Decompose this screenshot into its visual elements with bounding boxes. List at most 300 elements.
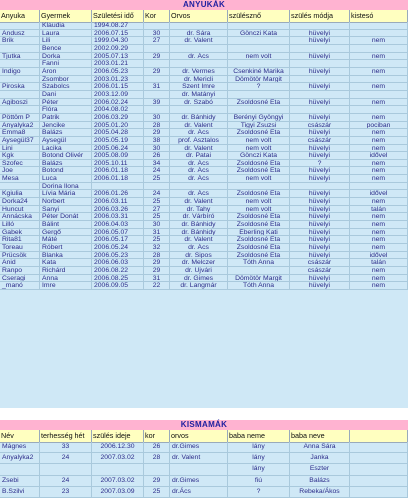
table-cell[interactable]: 2006.01.18 — [92, 175, 144, 182]
table-cell[interactable]: 2006.02.24 — [92, 99, 144, 106]
table-cell[interactable]: Rebeka/Ákos — [290, 487, 350, 497]
table-cell[interactable]: 2005.06.24 — [92, 145, 144, 152]
table-cell[interactable]: 2006.08.22 — [92, 267, 144, 274]
table-cell[interactable]: Fanni — [40, 60, 92, 67]
table-cell[interactable]: dr. Ács — [170, 244, 228, 251]
table-cell[interactable] — [144, 60, 170, 67]
table-cell[interactable]: lány — [228, 442, 290, 452]
table-cell[interactable]: nem — [350, 221, 408, 228]
table-cell[interactable] — [350, 30, 408, 37]
table-cell[interactable]: nem — [350, 37, 408, 44]
table-cell[interactable]: 27 — [144, 206, 170, 213]
table-cell[interactable] — [0, 183, 40, 190]
table-cell[interactable]: 2007.03.09 — [92, 487, 144, 497]
table-cell[interactable]: 2005.10.11 — [92, 160, 144, 167]
table-cell[interactable]: dr. Bánhidy — [170, 114, 228, 121]
table-cell[interactable]: Balázs — [40, 129, 92, 136]
table-cell[interactable]: 1999.04.30 — [92, 37, 144, 44]
table-cell[interactable]: 28 — [144, 252, 170, 259]
table-cell[interactable]: 26 — [144, 442, 170, 452]
table-cell[interactable] — [144, 22, 170, 29]
table-cell[interactable]: fiú — [228, 476, 290, 486]
table-cell[interactable]: 2006.05.07 — [92, 229, 144, 236]
table-cell[interactable] — [290, 91, 350, 98]
table-cell[interactable] — [350, 91, 408, 98]
table-cell[interactable]: Cseragi — [0, 275, 40, 282]
table-cell[interactable]: Zsoldosné Eta — [228, 160, 290, 167]
table-cell[interactable]: Anyalyka2 — [0, 453, 40, 463]
table-cell[interactable]: nem — [350, 282, 408, 289]
table-cell[interactable]: dr. Bánhidy — [170, 229, 228, 236]
table-cell[interactable]: hüvelyi — [290, 282, 350, 289]
table-cell[interactable]: Ágiboszi — [0, 99, 40, 106]
table-cell[interactable] — [290, 22, 350, 29]
table-cell[interactable]: 2006.03.31 — [92, 213, 144, 220]
table-cell[interactable]: nem — [350, 114, 408, 121]
table-cell[interactable]: nem — [350, 83, 408, 90]
table-cell[interactable]: ? — [228, 487, 290, 497]
table-cell[interactable]: dr. Ács — [170, 190, 228, 197]
table-cell[interactable]: Péter — [40, 99, 92, 106]
table-cell[interactable]: császár — [290, 122, 350, 129]
table-cell[interactable]: Aysegül37 — [0, 137, 40, 144]
table-cell[interactable] — [350, 76, 408, 83]
table-cell[interactable]: hüvelyi — [290, 152, 350, 159]
table-cell[interactable]: Zsoldosné Eta — [228, 190, 290, 197]
table-cell[interactable]: 29 — [144, 53, 170, 60]
table-cell[interactable]: 26 — [144, 152, 170, 159]
table-cell[interactable]: császár — [290, 137, 350, 144]
table-cell[interactable]: hüvelyi — [290, 167, 350, 174]
table-cell[interactable]: hüvelyi — [290, 252, 350, 259]
table-cell[interactable]: talán — [350, 259, 408, 266]
table-cell[interactable]: 2006.07.15 — [92, 30, 144, 37]
table-cell[interactable] — [92, 464, 144, 474]
table-cell[interactable]: Huncut — [0, 206, 40, 213]
table-cell[interactable]: hüvelyi — [290, 129, 350, 136]
table-cell[interactable]: 31 — [144, 275, 170, 282]
table-cell[interactable]: császár — [290, 259, 350, 266]
table-cell[interactable]: Kgiulia — [0, 190, 40, 197]
table-cell[interactable] — [170, 60, 228, 67]
table-cell[interactable]: Szent Imre — [170, 83, 228, 90]
table-cell[interactable]: Emma8 — [0, 129, 40, 136]
table-cell[interactable]: Lívia Mária — [40, 190, 92, 197]
table-cell[interactable]: hüvelyi — [290, 53, 350, 60]
table-cell[interactable]: Joe — [0, 167, 40, 174]
table-cell[interactable]: nem — [350, 68, 408, 75]
table-cell[interactable]: Tóth Anna — [228, 282, 290, 289]
table-cell[interactable]: idővel — [350, 152, 408, 159]
table-cell[interactable]: Zsoldosné Eta — [228, 244, 290, 251]
table-cell[interactable]: 2007.03.02 — [92, 476, 144, 486]
table-cell[interactable]: dr. Ács — [170, 175, 228, 182]
table-cell[interactable]: császár — [290, 267, 350, 274]
table-cell[interactable]: 2003.01.23 — [92, 76, 144, 83]
table-cell[interactable]: Luca — [40, 175, 92, 182]
table-cell[interactable]: Kgk — [0, 152, 40, 159]
table-cell[interactable]: nem volt — [228, 137, 290, 144]
table-cell[interactable]: Patrik — [40, 114, 92, 121]
table-cell[interactable]: dr. Vermes — [170, 68, 228, 75]
table-cell[interactable]: 2006.05.23 — [92, 68, 144, 75]
table-cell[interactable]: Zsoldosné Eta — [228, 252, 290, 259]
table-cell[interactable]: 38 — [144, 137, 170, 144]
table-cell[interactable] — [0, 76, 40, 83]
table-cell[interactable]: ? — [228, 83, 290, 90]
table-cell[interactable]: Csenkiné Marika — [228, 68, 290, 75]
table-cell[interactable]: nem — [350, 137, 408, 144]
table-cell[interactable]: hüvelyi — [290, 37, 350, 44]
table-cell[interactable]: 2003.12.09 — [92, 91, 144, 98]
table-cell[interactable]: Anna Sára — [290, 442, 350, 452]
table-cell[interactable]: Dömötör Margit — [228, 275, 290, 282]
table-cell[interactable]: 24 — [144, 167, 170, 174]
table-cell[interactable]: Janka — [290, 453, 350, 463]
table-cell[interactable]: Zsoldosné Eta — [228, 221, 290, 228]
table-cell[interactable]: Kata — [40, 259, 92, 266]
table-cell[interactable]: Lilló — [0, 221, 40, 228]
table-cell[interactable]: hüvelyi — [290, 244, 350, 251]
table-cell[interactable]: hüvelyi — [290, 275, 350, 282]
table-cell[interactable] — [170, 106, 228, 113]
table-cell[interactable]: 2006.05.24 — [92, 244, 144, 251]
table-cell[interactable] — [0, 45, 40, 52]
table-cell[interactable]: 2005.01.20 — [92, 122, 144, 129]
table-cell[interactable]: dr. Sipos — [170, 252, 228, 259]
table-cell[interactable] — [170, 464, 228, 474]
table-cell[interactable]: 24 — [40, 476, 92, 486]
table-cell[interactable]: Zsoldosné Eta — [228, 99, 290, 106]
table-cell[interactable]: _manó — [0, 282, 40, 289]
table-cell[interactable]: Zsebi — [0, 476, 40, 486]
table-cell[interactable] — [350, 453, 408, 463]
table-cell[interactable]: dr. Valent — [170, 453, 228, 463]
table-cell[interactable] — [144, 464, 170, 474]
table-cell[interactable]: Dorina Ilona — [40, 183, 92, 190]
table-cell[interactable]: 2006.04.03 — [92, 221, 144, 228]
table-cell[interactable]: Flóra — [40, 106, 92, 113]
table-cell[interactable]: Balázs — [290, 476, 350, 486]
table-cell[interactable]: 2006.09.05 — [92, 282, 144, 289]
table-cell[interactable]: 29 — [144, 68, 170, 75]
table-cell[interactable]: Lini — [0, 145, 40, 152]
table-cell[interactable]: nem — [350, 167, 408, 174]
table-cell[interactable]: Tóth Anna — [228, 259, 290, 266]
table-cell[interactable]: nem volt — [228, 175, 290, 182]
table-cell[interactable]: dr. Tahy — [170, 206, 228, 213]
table-cell[interactable]: dr. Gimes — [170, 275, 228, 282]
table-cell[interactable]: Zsoldosné Eta — [228, 236, 290, 243]
table-cell[interactable]: Prücsök — [0, 252, 40, 259]
table-cell[interactable]: Toreau — [0, 244, 40, 251]
table-cell[interactable]: nem — [350, 267, 408, 274]
table-cell[interactable]: Rita81 — [0, 236, 40, 243]
table-cell[interactable]: 24 — [144, 190, 170, 197]
table-cell[interactable]: 30 — [144, 30, 170, 37]
table-cell[interactable]: hüvelyi — [290, 213, 350, 220]
table-cell[interactable]: lány — [228, 453, 290, 463]
table-cell[interactable]: Mágnes — [0, 442, 40, 452]
table-cell[interactable]: 28 — [144, 122, 170, 129]
table-cell[interactable]: dr. Sára — [170, 30, 228, 37]
table-cell[interactable]: nem — [350, 244, 408, 251]
table-cell[interactable]: 2006.05.23 — [92, 252, 144, 259]
table-cell[interactable]: dr.Ács — [170, 487, 228, 497]
table-cell[interactable]: 2005.04.28 — [92, 129, 144, 136]
table-cell[interactable]: 2004.08.02 — [92, 106, 144, 113]
table-cell[interactable]: 25 — [144, 487, 170, 497]
table-cell[interactable] — [228, 60, 290, 67]
table-cell[interactable] — [144, 76, 170, 83]
table-cell[interactable]: Pöttöm P — [0, 114, 40, 121]
table-cell[interactable]: Dorka — [40, 53, 92, 60]
table-cell[interactable]: nem — [350, 198, 408, 205]
table-cell[interactable] — [350, 487, 408, 497]
table-cell[interactable]: Botond — [40, 167, 92, 174]
table-cell[interactable]: 2006.03.11 — [92, 198, 144, 205]
table-cell[interactable]: 30 — [144, 145, 170, 152]
table-cell[interactable]: 29 — [144, 476, 170, 486]
table-cell[interactable] — [350, 476, 408, 486]
table-cell[interactable]: 2007.03.02 — [92, 453, 144, 463]
table-cell[interactable]: 29 — [144, 259, 170, 266]
table-cell[interactable]: Ranpo — [0, 267, 40, 274]
table-cell[interactable]: 2006.01.26 — [92, 190, 144, 197]
table-cell[interactable] — [350, 22, 408, 29]
table-cell[interactable]: Péter Donát — [40, 213, 92, 220]
table-cell[interactable] — [0, 60, 40, 67]
table-cell[interactable]: Anid — [0, 259, 40, 266]
table-cell[interactable]: 30 — [144, 221, 170, 228]
table-cell[interactable]: 2006.12.30 — [92, 442, 144, 452]
table-cell[interactable] — [350, 464, 408, 474]
table-cell[interactable]: nem — [350, 145, 408, 152]
table-cell[interactable] — [144, 45, 170, 52]
table-cell[interactable]: Blanka — [40, 252, 92, 259]
table-cell[interactable]: 2005.05.19 — [92, 137, 144, 144]
table-cell[interactable]: 22 — [144, 282, 170, 289]
table-cell[interactable]: dr. Mericli — [170, 76, 228, 83]
table-cell[interactable]: hüvelyi — [290, 145, 350, 152]
table-cell[interactable]: Brik — [0, 37, 40, 44]
table-cell[interactable]: nem — [350, 275, 408, 282]
table-cell[interactable] — [170, 45, 228, 52]
table-cell[interactable]: Norbert — [40, 198, 92, 205]
table-cell[interactable]: dr. Patai — [170, 152, 228, 159]
table-cell[interactable]: Imre — [40, 282, 92, 289]
table-cell[interactable]: 2006.03.29 — [92, 114, 144, 121]
table-cell[interactable]: idővel — [350, 252, 408, 259]
table-cell[interactable]: Annácska — [0, 213, 40, 220]
table-cell[interactable]: Tigyi Zsuzsi — [228, 122, 290, 129]
table-cell[interactable]: Zsoldosné Eta — [228, 167, 290, 174]
table-cell[interactable]: 30 — [144, 114, 170, 121]
table-cell[interactable] — [170, 183, 228, 190]
table-cell[interactable]: talán — [350, 206, 408, 213]
table-cell[interactable]: hüvelyi — [290, 83, 350, 90]
table-cell[interactable]: nem — [350, 236, 408, 243]
table-cell[interactable]: nem — [350, 175, 408, 182]
table-cell[interactable]: lány — [228, 464, 290, 474]
table-cell[interactable]: dr. Ács — [170, 129, 228, 136]
table-cell[interactable] — [350, 442, 408, 452]
table-cell[interactable] — [0, 106, 40, 113]
table-cell[interactable]: ? — [290, 160, 350, 167]
table-cell[interactable]: nem — [350, 99, 408, 106]
table-cell[interactable]: 2006.08.25 — [92, 275, 144, 282]
table-cell[interactable]: 1994.08.27 — [92, 22, 144, 29]
table-cell[interactable]: dr. Langmár — [170, 282, 228, 289]
table-cell[interactable]: Gabek — [0, 229, 40, 236]
table-cell[interactable]: 39 — [144, 99, 170, 106]
table-cell[interactable]: Lacika — [40, 145, 92, 152]
table-cell[interactable]: Máté — [40, 236, 92, 243]
table-cell[interactable]: nem volt — [228, 53, 290, 60]
table-cell[interactable]: 29 — [144, 267, 170, 274]
table-cell[interactable]: dr.Gimes — [170, 442, 228, 452]
table-cell[interactable]: 2005.07.13 — [92, 53, 144, 60]
table-cell[interactable]: nem volt — [228, 206, 290, 213]
table-cell[interactable]: Eszter — [290, 464, 350, 474]
table-cell[interactable] — [290, 60, 350, 67]
table-cell[interactable]: dr. Szabó — [170, 99, 228, 106]
table-cell[interactable]: Tjutka — [0, 53, 40, 60]
table-cell[interactable]: dr. Melczer — [170, 259, 228, 266]
table-cell[interactable]: Szofec — [0, 160, 40, 167]
table-cell[interactable]: Szabolcs — [40, 83, 92, 90]
table-cell[interactable] — [290, 76, 350, 83]
table-cell[interactable]: Laura — [40, 30, 92, 37]
table-cell[interactable]: nem — [350, 160, 408, 167]
table-cell[interactable]: hüvelyi — [290, 221, 350, 228]
table-cell[interactable] — [0, 464, 40, 474]
table-cell[interactable]: Róbert — [40, 244, 92, 251]
table-cell[interactable] — [228, 106, 290, 113]
table-cell[interactable]: Berényi Gyöngyi — [228, 114, 290, 121]
table-cell[interactable]: Botond Olivér — [40, 152, 92, 159]
table-cell[interactable]: 29 — [144, 129, 170, 136]
table-cell[interactable]: Anyalyka2 — [0, 122, 40, 129]
table-cell[interactable]: dr. Valent — [170, 145, 228, 152]
table-cell[interactable]: 27 — [144, 37, 170, 44]
table-cell[interactable]: dr. Újvári — [170, 267, 228, 274]
table-cell[interactable]: 23 — [40, 487, 92, 497]
table-cell[interactable]: Zsombor — [40, 76, 92, 83]
table-cell[interactable]: B.Szilvi — [0, 487, 40, 497]
table-cell[interactable]: 33 — [40, 442, 92, 452]
table-cell[interactable]: Zsoldosné Eta — [228, 213, 290, 220]
table-cell[interactable]: Gergő — [40, 229, 92, 236]
table-cell[interactable]: nem volt — [228, 145, 290, 152]
table-cell[interactable]: dr.Gimes — [170, 476, 228, 486]
table-cell[interactable]: 2006.03.26 — [92, 206, 144, 213]
table-cell[interactable]: hüvelyi — [290, 30, 350, 37]
table-cell[interactable] — [144, 106, 170, 113]
table-cell[interactable]: 28 — [144, 453, 170, 463]
table-cell[interactable] — [228, 37, 290, 44]
table-cell[interactable]: 2006.05.17 — [92, 236, 144, 243]
table-cell[interactable]: hüvelyi — [290, 206, 350, 213]
table-cell[interactable]: prof. Asztalos — [170, 137, 228, 144]
table-cell[interactable]: dr. Matányi — [170, 91, 228, 98]
table-cell[interactable]: hüvelyi — [290, 190, 350, 197]
table-cell[interactable]: dr. Ács — [170, 167, 228, 174]
table-cell[interactable]: 2006.01.15 — [92, 83, 144, 90]
table-cell[interactable] — [144, 91, 170, 98]
table-cell[interactable] — [170, 22, 228, 29]
table-cell[interactable]: 25 — [144, 213, 170, 220]
table-cell[interactable]: Lili — [40, 37, 92, 44]
table-cell[interactable] — [350, 183, 408, 190]
table-cell[interactable]: 2005.08.09 — [92, 152, 144, 159]
table-cell[interactable]: hüvelyi — [290, 68, 350, 75]
table-cell[interactable] — [350, 60, 408, 67]
table-cell[interactable]: Dani — [40, 91, 92, 98]
table-cell[interactable]: Indigo — [0, 68, 40, 75]
table-cell[interactable]: 2002.09.29 — [92, 45, 144, 52]
table-cell[interactable]: hüvelyi — [290, 99, 350, 106]
table-cell[interactable]: nem — [350, 229, 408, 236]
table-cell[interactable]: Andusz — [0, 30, 40, 37]
table-cell[interactable] — [290, 45, 350, 52]
table-cell[interactable] — [228, 22, 290, 29]
table-cell[interactable]: 32 — [144, 244, 170, 251]
table-cell[interactable]: nem — [350, 213, 408, 220]
table-cell[interactable]: nem volt — [228, 198, 290, 205]
table-cell[interactable]: 24 — [40, 453, 92, 463]
table-cell[interactable]: Dorka24 — [0, 198, 40, 205]
table-cell[interactable] — [290, 106, 350, 113]
table-cell[interactable]: dr. Valent — [170, 37, 228, 44]
table-cell[interactable] — [40, 464, 92, 474]
table-cell[interactable]: 34 — [144, 160, 170, 167]
table-cell[interactable] — [144, 183, 170, 190]
table-cell[interactable]: Éberling Kati — [228, 229, 290, 236]
table-cell[interactable]: dr. Valent — [170, 122, 228, 129]
table-cell[interactable]: 25 — [144, 236, 170, 243]
table-cell[interactable]: Gönczi Kata — [228, 152, 290, 159]
table-cell[interactable]: 2006.06.03 — [92, 259, 144, 266]
table-cell[interactable]: 25 — [144, 175, 170, 182]
table-cell[interactable]: Áron — [40, 68, 92, 75]
table-cell[interactable] — [228, 45, 290, 52]
table-cell[interactable]: dr. Bánhidy — [170, 221, 228, 228]
table-cell[interactable]: 2006.01.18 — [92, 167, 144, 174]
table-cell[interactable] — [92, 183, 144, 190]
table-cell[interactable]: Piroska — [0, 83, 40, 90]
table-cell[interactable]: dr. Várbíró — [170, 213, 228, 220]
table-cell[interactable]: Jencike — [40, 122, 92, 129]
table-cell[interactable]: Balázs — [40, 160, 92, 167]
table-cell[interactable]: Gönczi Kata — [228, 30, 290, 37]
table-cell[interactable]: Bence — [40, 45, 92, 52]
table-cell[interactable]: 25 — [144, 198, 170, 205]
table-cell[interactable]: Aysegül — [40, 137, 92, 144]
table-cell[interactable]: hüvelyi — [290, 236, 350, 243]
table-cell[interactable]: Bálint — [40, 221, 92, 228]
table-cell[interactable]: 2003.01.21 — [92, 60, 144, 67]
table-cell[interactable]: pociban — [350, 122, 408, 129]
table-cell[interactable]: dr. Ács — [170, 53, 228, 60]
table-cell[interactable]: Klaudia — [40, 22, 92, 29]
table-cell[interactable]: hüvelyi — [290, 175, 350, 182]
table-cell[interactable]: hüvelyi — [290, 229, 350, 236]
table-cell[interactable] — [228, 267, 290, 274]
table-cell[interactable]: dr. Valent — [170, 236, 228, 243]
table-cell[interactable]: dr. Ács — [170, 160, 228, 167]
table-cell[interactable] — [290, 183, 350, 190]
